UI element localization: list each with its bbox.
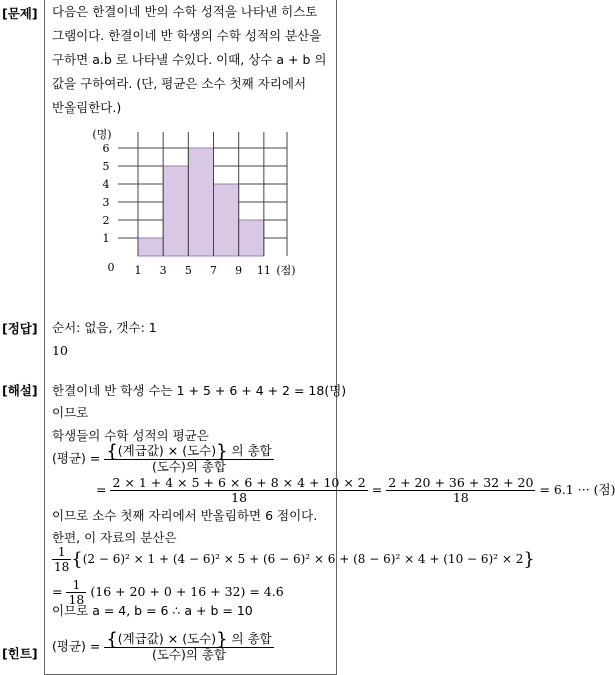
- answer-line-1: 순서: 없음, 갯수: 1: [52, 320, 157, 335]
- mean-lhs: (평균) =: [52, 450, 101, 466]
- mean-numerator: (계급값) × (도수): [117, 443, 217, 458]
- solution-line-2: 이므로: [52, 405, 89, 420]
- variance-one: 1: [52, 545, 71, 560]
- x-tick-label: 9: [235, 264, 243, 277]
- y-tick-label: 3: [102, 196, 110, 209]
- mean-calc-num-2: 2 + 20 + 36 + 32 + 20: [388, 475, 534, 490]
- mean-calc-eq-2: =: [371, 482, 383, 497]
- histogram-bar: [239, 220, 264, 256]
- histogram-bar: [214, 184, 239, 256]
- y-tick-label: 5: [102, 160, 110, 173]
- answer-label: [정답]: [2, 321, 38, 336]
- y-tick-label: 2: [102, 214, 110, 227]
- variance-result-den: 18: [68, 592, 85, 607]
- variance-body: (2 − 6)² × 1 + (4 − 6)² × 5 + (6 − 6)² × 6 + (8 − 6)² × 4 + (10 − 6)² × 2: [82, 552, 524, 566]
- problem-label: [문제]: [2, 6, 38, 21]
- x-tick-label: 7: [210, 264, 218, 277]
- variance-formula: $\frac{1}{18}$ {(2 − 6)² × 1 + (4 − 6)² × 5 + (6 − 6)² × 6 + (8 − 6)² × 4 + (10 − 6)² × 2}: [54, 545, 535, 574]
- mean-result: = 6.1 ··· (점): [539, 482, 615, 497]
- solution-line-1: 한결이네 반 학생 수는 1 + 5 + 6 + 4 + 2 = 18(명): [52, 383, 347, 398]
- answer-line-2: 10: [52, 343, 68, 358]
- origin-label: 0: [107, 261, 115, 274]
- solution-line-3: 학생들의 수학 성적의 평균은: [52, 428, 209, 443]
- mean-fraction: $\frac{\text{\{(계급값) × (도수)\} 의 총합}}{\text{(도수)의 총합}}$: [106, 441, 272, 474]
- variance-den: 18: [54, 560, 70, 574]
- hint-label: [힌트]: [2, 646, 38, 661]
- problem-line-2: 그램이다. 한결이네 반 학생의 수학 성적의 분산을: [52, 28, 322, 43]
- hint-numerator-suffix: 의 총합: [231, 631, 272, 646]
- x-tick-label: 1: [134, 264, 142, 277]
- solution-line-6: 이므로 a = 4, b = 6 ∴ a + b = 10: [52, 603, 253, 618]
- variance-result-rest: (16 + 20 + 0 + 16 + 32) = 4.6̇: [90, 584, 284, 599]
- variance-fraction: [52, 545, 71, 574]
- variance-result-one: 1: [66, 578, 86, 593]
- problem-line-5: 반올림한다.): [52, 100, 122, 115]
- problem-line-3: 구하면 a.ḃ 로 나타낼 수있다. 이때, 상수 a + b 의: [52, 52, 327, 67]
- y-tick-label: 6: [102, 142, 110, 155]
- mean-formula: [52, 441, 274, 474]
- hint-numerator: (계급값) × (도수): [117, 631, 217, 646]
- mean-calc-den-2: 18: [452, 490, 469, 505]
- x-tick-label: 5: [184, 264, 192, 277]
- y-unit-label: (명): [92, 128, 112, 141]
- mean-denominator: (도수)의 총합: [151, 459, 227, 474]
- hint-fraction: $\frac{\text{\{(계급값) × (도수)\} 의 총합}}{\text{(도수)의 총합}}$: [106, 629, 272, 662]
- x-tick-label: 3: [159, 264, 167, 277]
- problem-line-4: 값을 구하여라. (단, 평균은 소수 첫째 자리에서: [52, 76, 307, 91]
- solution-line-5: 한편, 이 자료의 분산은: [52, 530, 177, 545]
- variance-result-eq: =: [52, 584, 63, 599]
- x-tick-label: 11: [256, 264, 271, 277]
- hint-formula: [52, 629, 274, 662]
- mean-calc-fraction-1: [110, 476, 367, 505]
- y-tick-label: 4: [102, 178, 110, 191]
- hint-lhs: (평균) =: [52, 638, 101, 654]
- histogram-bar: [138, 238, 163, 256]
- hint-denominator: (도수)의 총합: [151, 647, 227, 662]
- mean-calc-fraction-2: [386, 476, 535, 505]
- problem-line-1: 다음은 한결이네 반의 수학 성적을 나타낸 히스토: [52, 4, 318, 19]
- x-unit-label: (점): [276, 264, 296, 277]
- mean-calc: [96, 476, 615, 505]
- histogram: [0, 0, 573, 300]
- solution-label: [해설]: [2, 383, 38, 398]
- mean-numerator-suffix: 의 총합: [231, 443, 272, 458]
- mean-calc-num-1: 2 × 1 + 4 × 5 + 6 × 6 + 8 × 4 + 10 × 2: [112, 475, 366, 490]
- histogram-bar: [188, 148, 213, 256]
- mean-calc-eq: =: [96, 482, 107, 497]
- mean-calc-den-1: 18: [231, 490, 248, 505]
- histogram-bar: [163, 166, 188, 256]
- y-tick-label: 1: [102, 232, 110, 245]
- solution-line-4: 이므로 소수 첫째 자리에서 반올림하면 6 점이다.: [52, 508, 318, 523]
